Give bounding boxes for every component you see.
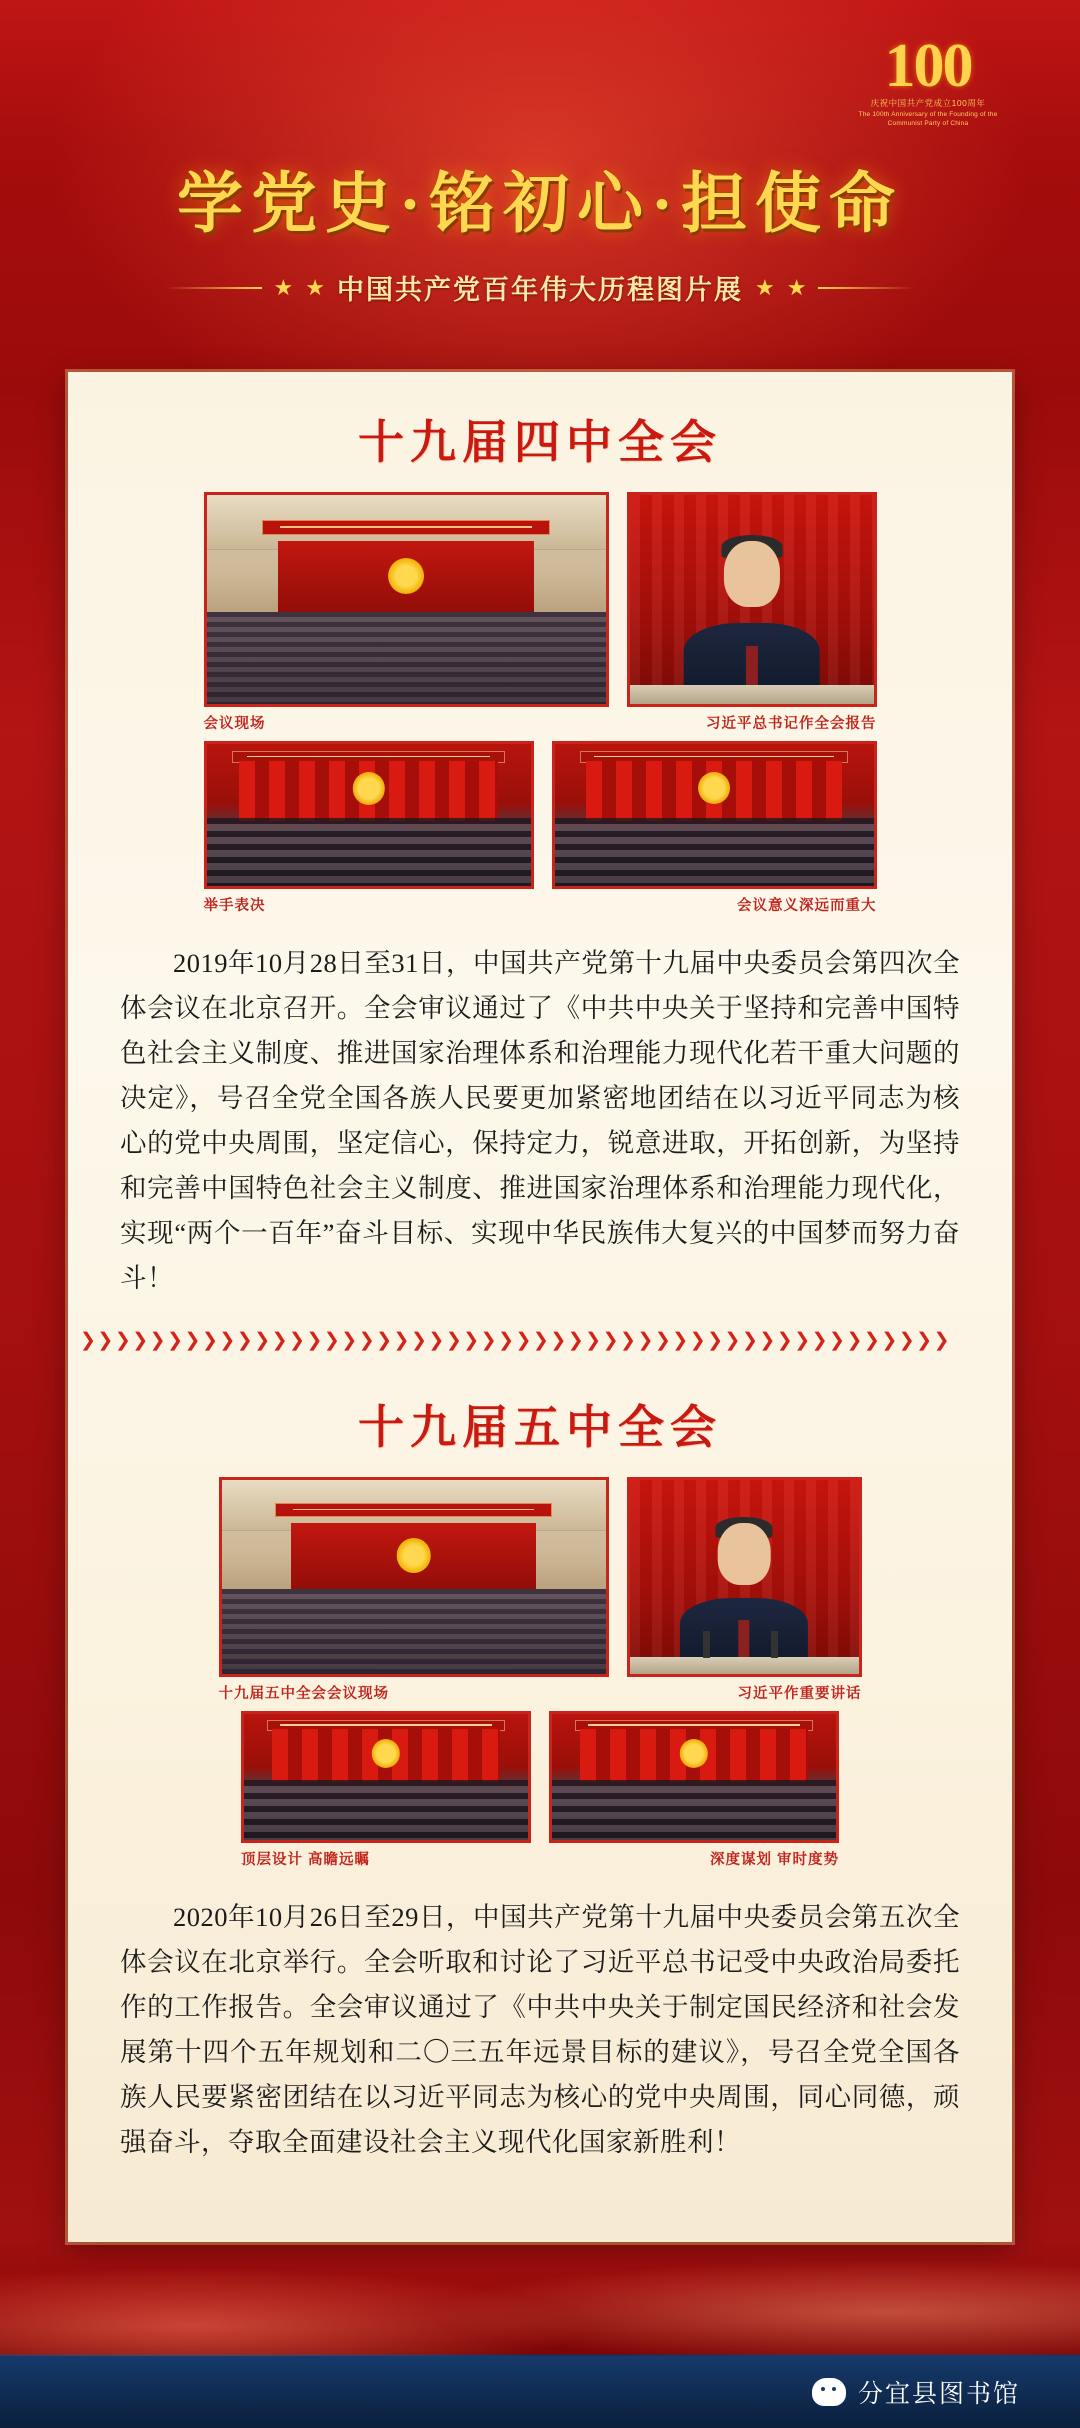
page-title: 学党史·铭初心·担使命 bbox=[176, 168, 904, 241]
photo-art bbox=[555, 744, 874, 886]
figure bbox=[549, 1711, 839, 1869]
section-fifth-plenary bbox=[68, 1357, 1012, 2165]
logo-chinese-text: 庆祝中国共产党成立100周年 bbox=[870, 98, 986, 108]
section-paragraph: 2020年10月26日至29日，中国共产党第十九届中央委员会第五次全体会议在北京举行。全会听取和讨论了习近平总书记受中央政治局委托作的工作报告。全会审议通过了《中共中央关于制定国民经济和社会发展第十四个五年规划和二〇三五年远景目标的建议》，号召全党全国各族人民要紧密团结在以习近平同志为核心的党中央周围，同心同德，顽强奋斗，夺取全面建设社会主义现代化国家新胜利！ bbox=[120, 1902, 960, 2157]
figure-caption: 习近平总书记作全会报告 bbox=[706, 716, 877, 732]
section-title: 十九届四中全会 bbox=[358, 417, 722, 468]
logo-number: 100 bbox=[884, 32, 972, 100]
star-icon: ★ bbox=[755, 274, 775, 300]
figure bbox=[552, 741, 877, 915]
page-subtitle: 中国共产党百年伟大历程图片展 bbox=[337, 275, 743, 305]
figure-caption: 十九届五中全会会议现场 bbox=[218, 1686, 389, 1702]
star-icon: ★ bbox=[786, 274, 807, 300]
photo-leader-portrait bbox=[627, 492, 877, 707]
photo-meeting-significance bbox=[552, 741, 877, 889]
photo-art-detail bbox=[630, 685, 874, 704]
photo-art-detail bbox=[723, 541, 779, 607]
photo-art-detail bbox=[630, 1657, 859, 1674]
figure bbox=[627, 492, 877, 733]
star-icon: ★ bbox=[273, 274, 294, 300]
photo-art bbox=[244, 1714, 528, 1840]
photo-art bbox=[222, 1480, 606, 1674]
figure-row-bottom bbox=[112, 741, 968, 915]
figure-row-top bbox=[112, 492, 968, 733]
subtitle-rule-left bbox=[166, 287, 262, 289]
poster-footer bbox=[0, 2242, 1080, 2428]
wechat-icon bbox=[812, 2378, 846, 2406]
figure-row-top bbox=[112, 1477, 968, 1703]
subtitle-rule-right bbox=[818, 287, 914, 289]
figure-caption: 顶层设计 高瞻远瞩 bbox=[241, 1852, 371, 1868]
photo-art-detail bbox=[207, 612, 606, 704]
photo-art-detail bbox=[222, 1589, 606, 1674]
figure-caption: 举手表决 bbox=[203, 898, 266, 914]
photo-art-detail bbox=[244, 1780, 528, 1840]
logo-english-text: The 100th Anniversary of the Founding of the Communist Party of China bbox=[858, 111, 998, 127]
figure bbox=[627, 1477, 862, 1703]
photo-art bbox=[207, 744, 531, 886]
photo-art bbox=[207, 495, 606, 704]
account-name: 分宜县图书馆 bbox=[857, 2381, 1020, 2408]
photo-leader-speech bbox=[627, 1477, 862, 1677]
ribbon-decoration bbox=[0, 2228, 1080, 2368]
section-fourth-plenary bbox=[68, 372, 1012, 1301]
party-emblem-icon bbox=[396, 1538, 431, 1573]
photo-art-detail bbox=[262, 520, 549, 535]
photo-art-detail bbox=[207, 818, 531, 886]
figure bbox=[219, 1477, 609, 1703]
poster-header bbox=[0, 0, 1080, 370]
figure-caption: 会议现场 bbox=[203, 716, 266, 732]
figure bbox=[204, 741, 534, 915]
footer-bar bbox=[0, 2356, 1080, 2428]
party-100-logo bbox=[848, 32, 1008, 128]
photo-art-detail bbox=[555, 818, 874, 886]
microphone-icon bbox=[703, 1631, 710, 1658]
photo-deep-planning bbox=[549, 1711, 839, 1843]
figure bbox=[204, 492, 609, 733]
content-card bbox=[68, 372, 1012, 2242]
section-paragraph: 2019年10月28日至31日，中国共产党第十九届中央委员会第四次全体会议在北京召开。全会审议通过了《中共中央关于坚持和完善中国特色社会主义制度、推进国家治理体系和治理能力现代化若干重大问题的决定》，号召全党全国各族人民要更加紧密地团结在以习近平同志为核心的党中央周围，坚定信心，保持定力，锐意进取，开拓创新，为坚持和完善中国特色社会主义制度、推进国家治理体系和治理能力现代化，实现“两个一百年”奋斗目标、实现中华民族伟大复兴的中国梦而努力奋斗！ bbox=[120, 948, 960, 1293]
figure-caption: 习近平作重要讲话 bbox=[737, 1686, 862, 1702]
photo-show-of-hands bbox=[204, 741, 534, 889]
photo-art bbox=[552, 1714, 836, 1840]
figure bbox=[241, 1711, 531, 1869]
photo-meeting-hall bbox=[204, 492, 609, 707]
figure-caption: 深度谋划 审时度势 bbox=[709, 1852, 839, 1868]
section-title: 十九届五中全会 bbox=[358, 1402, 722, 1453]
photo-art-detail bbox=[275, 1503, 552, 1517]
photo-art bbox=[630, 1480, 859, 1674]
photo-meeting-hall bbox=[219, 1477, 609, 1677]
photo-art-detail bbox=[552, 1780, 836, 1840]
photo-art-detail bbox=[718, 1523, 771, 1585]
photo-art bbox=[630, 495, 874, 704]
subtitle-row bbox=[0, 268, 1080, 307]
figure-row-bottom bbox=[112, 1711, 968, 1869]
star-icon: ★ bbox=[305, 274, 325, 300]
party-emblem-icon bbox=[388, 558, 424, 594]
photo-top-level-design bbox=[241, 1711, 531, 1843]
figure-caption: 会议意义深远而重大 bbox=[737, 898, 877, 914]
party-emblem-icon bbox=[698, 772, 730, 804]
microphone-icon bbox=[771, 1631, 778, 1658]
section-divider: ❯❯❯❯❯❯❯❯❯❯❯❯❯❯❯❯❯❯❯❯❯❯❯❯❯❯❯❯❯❯❯❯❯❯❯❯❯❯❯❯❯❯❯❯❯❯❯❯❯❯ bbox=[80, 1331, 951, 1351]
